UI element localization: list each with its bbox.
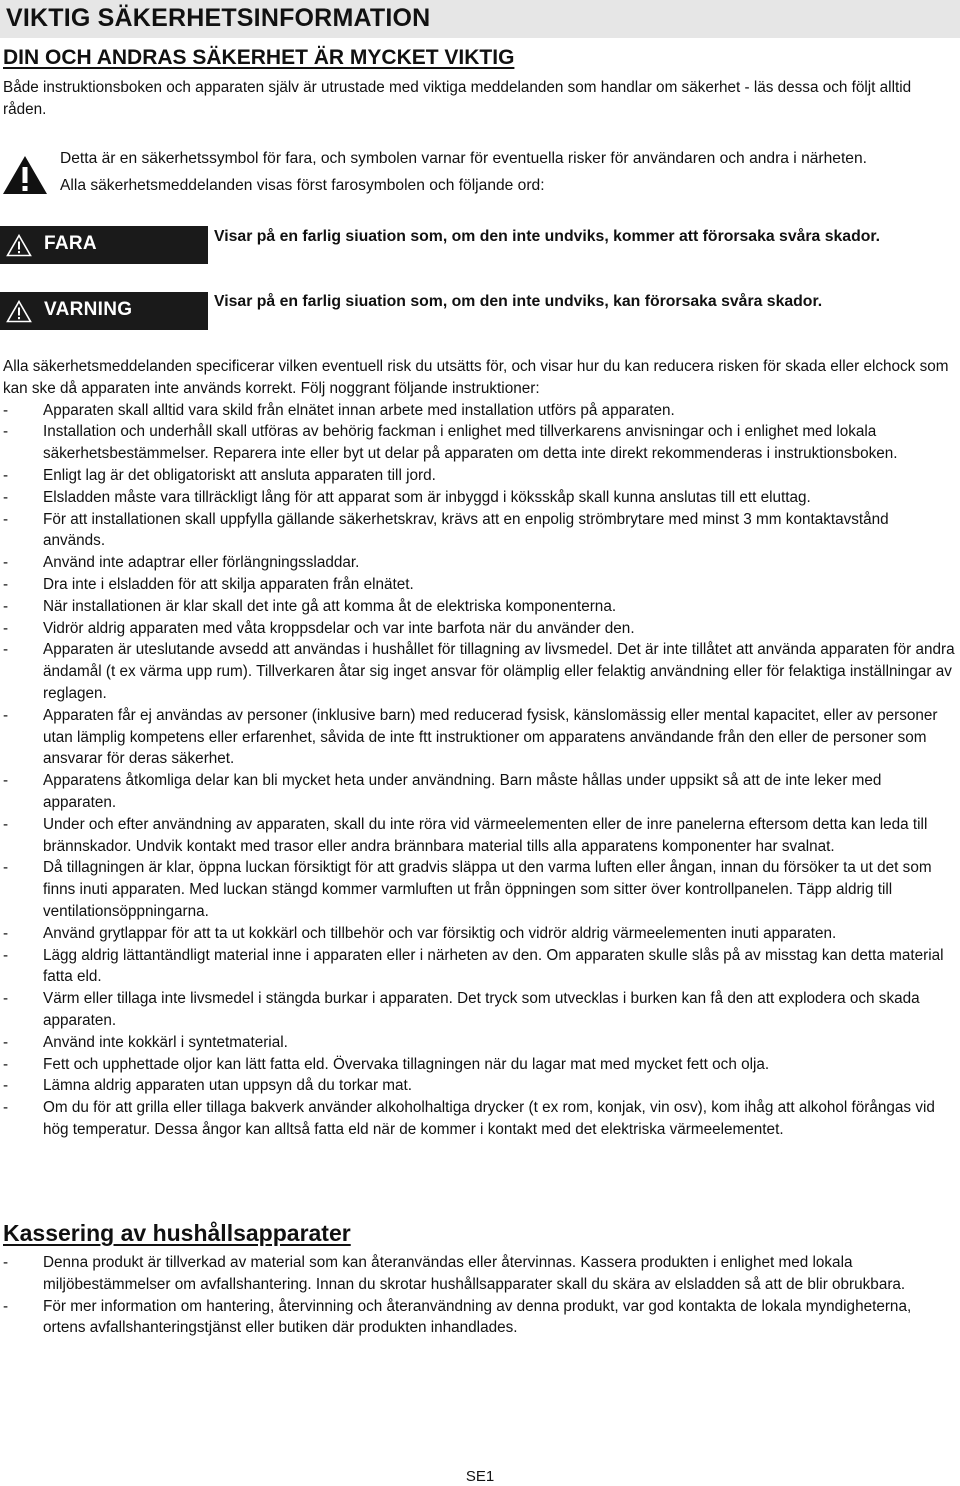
list-item: - Under och efter användning av apparaten, skall du inte röra vid värmeelementen eller de inre panelerna eftersom detta kan leda till brännskador. Undvik kontakt med trasor eller andra brännbara material tills alla apparatens komponenter har svalnat. — [3, 815, 928, 855]
disposal-list — [3, 1252, 955, 1339]
list-item: - Enligt lag är det obligatoriskt att ansluta apparaten till jord. — [3, 466, 436, 484]
list-item: - Apparaten får ej användas av personer (inklusive barn) med reducerad fysisk, känslomässig eller mental kapacitet, eller av personer utan lämplig kompetens eller erfarenhet, såvida de inte ftt instruktioner om apparatens användande från den eller de personer som ansvarar för deras säkerhet. — [3, 706, 938, 768]
list-item: - Elsladden måste vara tillräckligt lång för att apparat som är inbyggd i köksskåp skall kunna anslutas till ett eluttag. — [3, 488, 811, 506]
section-subtitle: DIN OCH ANDRAS SÄKERHET ÄR MYCKET VIKTIG — [3, 46, 515, 69]
instruction-list — [3, 400, 955, 1141]
symbol-explanation-text — [60, 145, 950, 199]
intro-paragraph: Både instruktionsboken och apparaten själv är utrustade med viktiga meddelanden som handlar om säkerhet - läs dessa och följt alltid råden. — [3, 79, 912, 118]
list-item: - När installationen är klar skall det inte gå att komma åt de elektriska komponenterna. — [3, 597, 617, 615]
symbol-explanation-line2: Alla säkerhetsmeddelanden visas först farosymbolen och följande ord: — [60, 177, 545, 194]
warning-triangle-icon — [6, 234, 32, 257]
safety-symbol-explanation — [0, 145, 960, 195]
list-item: - Installation och underhåll skall utföras av behörig fackman i enlighet med tillverkarens anvisningar och i enlighet med lokala säkerhetsbestämmelser. Reparera inte eller byt ut delar på apparaten om detta inte direkt rekommenderas i instruktionsboken. — [3, 423, 898, 463]
list-item: - För mer information om hantering, återvinning och återanvändning av denna produkt, var god kontakta de lokala myndigheterna, ortens avfallshanteringstjänst eller butiken där produkten inhandlades. — [3, 1297, 912, 1337]
list-item: - Apparaten skall alltid vara skild från elnätet innan arbete med installation utförs på apparaten. — [3, 401, 675, 419]
list-item: - Använd inte kokkärl i syntetmaterial. — [3, 1033, 288, 1051]
fara-label: FARA — [44, 233, 97, 254]
disposal-heading: Kassering av hushållsapparater — [3, 1220, 351, 1246]
varning-label: VARNING — [44, 299, 133, 320]
fara-label-box — [0, 226, 208, 264]
list-item: - Lägg aldrig lättantändligt material inne i apparaten eller i närheten av den. Om apparaten skulle slås på av misstag kan detta material fatta eld. — [3, 946, 944, 986]
list-item: - Använd grytlappar för att ta ut kokkärl och tillbehör och var försiktig och vidrör aldrig värmeelementen inuti apparaten. — [3, 924, 837, 942]
varning-description: Visar på en farlig siuation som, om den inte undviks, kan förorsaka svåra skador. — [214, 293, 823, 310]
instructions-intro: Alla säkerhetsmeddelanden specificerar vilken eventuell risk du utsätts för, och visar hur du kan reducera risken för skada eller elchock som kan ske då apparaten inte används korrekt. Följ noggrant följande instruktioner: — [3, 358, 949, 397]
list-item: - Dra inte i elsladden för att skilja apparaten från elnätet. — [3, 575, 414, 593]
fara-description: Visar på en farlig siuation som, om den inte undviks, kommer att förorsaka svåra skador. — [214, 228, 881, 245]
list-item: - Lämna aldrig apparaten utan uppsyn då du torkar mat. — [3, 1077, 413, 1095]
safety-instructions — [3, 356, 955, 1141]
list-item: - Då tillagningen är klar, öppna luckan försiktigt för att gradvis släppa ut den varma luften eller ångan, innan du försöker ta ut det som finns inuti apparaten. Med luckan stängd kommer varmluften ut från öppningen som sitter över kontrollpanelen. Täpp aldrig till ventilationsöppningarna. — [3, 859, 932, 920]
list-item: - Värm eller tillaga inte livsmedel i stängda burkar i apparaten. Det tryck som utvecklas i burken kan få den att explodera och skada apparaten. — [3, 990, 920, 1029]
list-item: - Apparaten är uteslutande avsedd att användas i hushållet för tillagning av livsmedel. Det är inte tillåtet att använda apparaten för andra ändamål (t ex värma upp rum). Tillverkaren åtar sig inget ansvar för olämplig eller felaktig användning eller för felaktiga inställningar av reglagen. — [3, 641, 955, 702]
page-title: VIKTIG SÄKERHETSINFORMATION — [6, 4, 431, 32]
list-item: - Använd inte adaptrar eller förlängningssladdar. — [3, 554, 360, 572]
warning-triangle-icon — [2, 155, 48, 195]
title-bar — [0, 0, 960, 38]
list-item: - Apparatens åtkomliga delar kan bli mycket heta under användning. Barn måste hållas under uppsikt så att de inte leker med apparaten. — [3, 772, 882, 811]
list-item: - Denna produkt är tillverkad av material som kan återanvändas eller återvinnas. Kassera produkten i enlighet med lokala miljöbestämmelser om avfallshantering. Innan du skrotar hushållsapparater skall du skära av elsladden så att de blir obrukbara. — [3, 1254, 906, 1293]
list-item: - Fett och upphettade oljor kan lätt fatta eld. Övervaka tillagningen när du lagar mat med mycket fett och olja. — [3, 1055, 770, 1073]
warning-triangle-icon — [6, 300, 32, 323]
varning-label-box — [0, 292, 208, 330]
list-item: - Vidrör aldrig apparaten med våta kroppsdelar och var inte barfota när du använder den. — [3, 619, 635, 637]
page-number: SE1 — [465, 1468, 495, 1485]
list-item: - För att installationen skall uppfylla gällande säkerhetskrav, krävs att en enpolig strömbrytare med minst 3 mm kontaktavstånd används. — [3, 510, 889, 550]
symbol-explanation-line1: Detta är en säkerhetssymbol för fara, och symbolen varnar för eventuella risker för användaren och andra i närheten. — [60, 150, 867, 167]
disposal-section — [3, 1252, 955, 1339]
list-item: - Om du för att grilla eller tillaga bakverk använder alkoholhaltiga drycker (t ex rom, konjak, vin osv), kom ihåg att alkohol förångas vid hög temperatur. Dessa ångor kan alltså fatta eld när de kommer i kontakt med det elektriska värmeelementet. — [3, 1099, 935, 1138]
